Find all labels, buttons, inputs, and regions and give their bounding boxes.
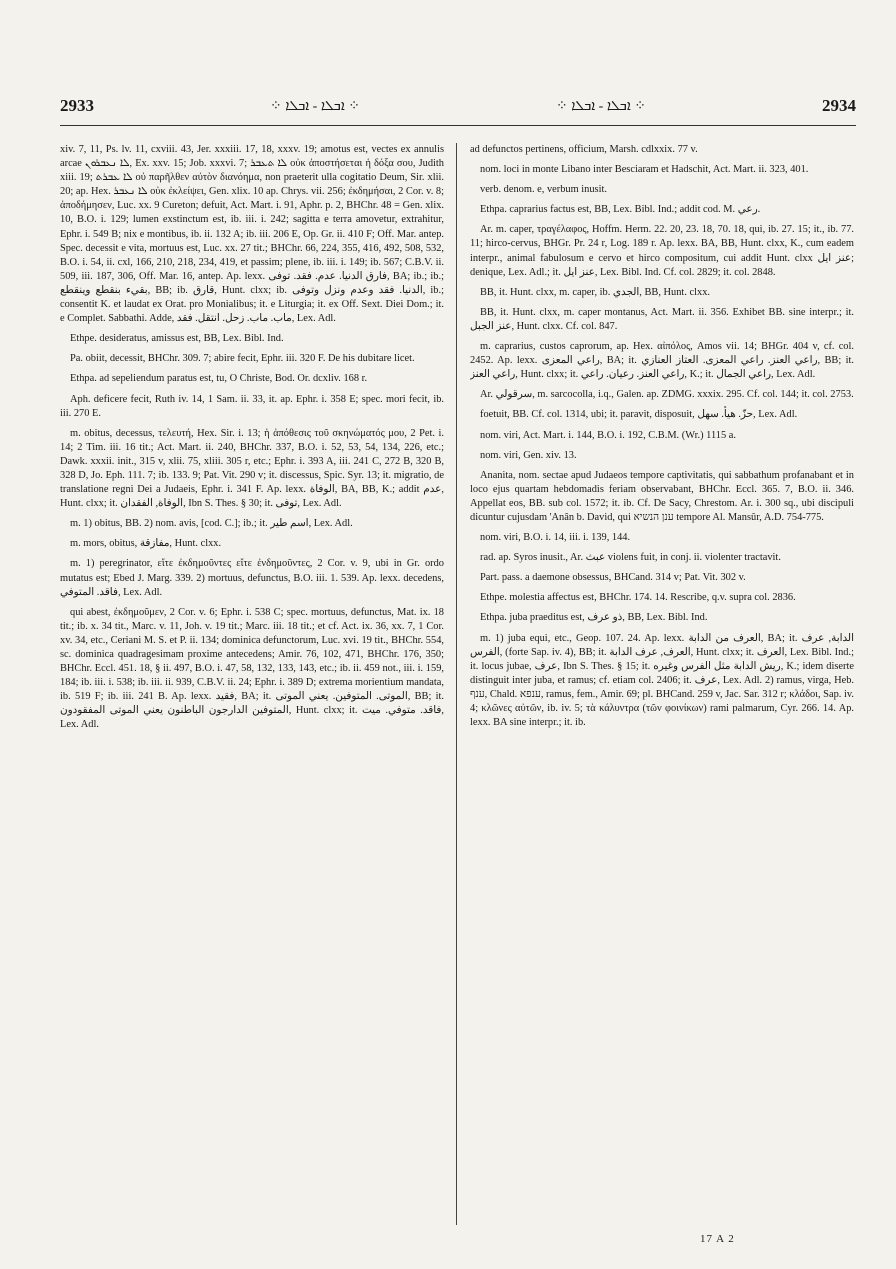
dictionary-entry: Ethpe. desideratus, amissus est, BB, Lex. Bibl. Ind. — [70, 333, 284, 345]
dictionary-entry: nom. loci in monte Libano inter Besciaram et Hadschit, Act. Mart. ii. 323, 401. — [480, 164, 809, 176]
dictionary-entry: m. obitus, decessus, τελευτή, Hex. Sir. i. 13; ἡ ἀπόθεσις τοῦ σκηνώματός μου, 2 Pet. i. 14; 2 Tim. iii. 16 tit.; Act. Mart. ii. 240, BHChr. 337, B.O. i. 52, 53, 54, 134, 226, etc.; Dawk. xxxii. init., 315 v, xlii. 75, xliii. 305 r, etc.; Ephr. i. 393 A, iii. 241 C, 272 B, 320 B, 328 D, Jo. Eph. 111. 7; ib. 133. 9; Pat. Vit. 290 v; it. discessus, Spic. Syr. 13; it. migratio, de translatione regni Dei a Judaeis, Ephr. i. 341 F. Ap. lexx. الوفاة, BA, BB, K.; addit عدم, Hunt. clxx; it. الوفاة, الفقدان, Ibn S. Thes. § 30; it. توفى, Lex. Adl. — [60, 427, 444, 510]
dictionary-entry: m. 1) obitus, BB. 2) nom. avis, [cod. C.]; ib.; it. اسم طير, Lex. Adl. — [70, 518, 353, 530]
dictionary-entry: Aph. deficere fecit, Ruth iv. 14, 1 Sam. ii. 33, it. ap. Ephr. i. 358 E; spec. mori fecit, ib. iii. 270 E. — [60, 393, 444, 419]
left-column — [60, 143, 444, 1233]
right-column — [470, 143, 854, 1233]
dictionary-entry: BB, it. Hunt. clxx, m. caper montanus, Act. Mart. ii. 356. Exhibet BB. sine interpr.; it. عنز الجبل, Hunt. clxx. Cf. col. 847. — [470, 306, 854, 332]
dictionary-entry: m. caprarius, custos caprorum, ap. Hex. αἰπόλος, Amos vii. 14; BHGr. 404 v, cf. col. 2452. Ap. lexx. راعي المعزى, BA; it. راعي العنز. راعي المعزى. العتاز العنازي, BB; it. راعي العنز, Hunt. clxx; it. راعي العنز. رعيان. راعي, K.; it. راعي الجمال, Lex. Adl. — [470, 341, 854, 381]
dictionary-entry: Ar. سرقولي, m. sarcocolla, i.q., Galen. ap. ZDMG. xxxix. 295. Cf. col. 144; it. col. 2753. — [480, 389, 854, 401]
dictionary-entry: Part. pass. a daemone obsessus, BHCand. 314 v; Pat. Vit. 302 v. — [480, 572, 746, 584]
dictionary-entry: verb. denom. e, verbum inusit. — [480, 184, 607, 196]
dictionary-entry: nom. viri, B.O. i. 14, iii. i. 139, 144. — [480, 532, 631, 544]
dictionary-entry: qui abest, ἐκδημοῦμεν, 2 Cor. v. 6; Ephr. i. 538 C; spec. mortuus, defunctus, Mat. ix. 18 tit.; ib. x. 34 tit., Marc. v. 11, Joh. v. 19 tit.; Marc. iii. 18 tit.; et cf. Act. ix. 36, xx. 7, 1 Cor. xv. 34, etc., Ceriani M. S. et P. ii. 134; dominica defunctorum, Luc. xvi. 19 tit., BHChr. 554, sc. dominica quadragesimam proxime antecedens; Amir. 76, 102, 471, BHChr. 176, 350; BHChr. Eccl. 451. 18, § ii. 497, B.O. i. 47, 58, 132, 133, 143, etc.; ib. ii. 459 not., iii. i. 159, 184; ib. iii. i. 538; ib. iii. ii. 939, C.B.V. ii. 24; Ephr. i. 389 D; extrema morientium mandata, ib. 519 F; ib. iii. 241 B. Ap. lexx. فقيد, BA; it. الموتى. المتوفين. يعني الموتى, BB; it. المتوفين الدارجون الباطنون يعني الموتى المفقودون, Hunt. clxx; it. فاقد. متوفي. ميت, Lex. Adl. — [60, 606, 444, 731]
dictionary-entry: m. 1) juba equi, etc., Geop. 107. 24. Ap. lexx. العرف من الدابة, BA; it. الدابة, عرف الفرس, (forte Sap. iv. 4), BB; it. العرف, عرف الدابة, Hunt. clxx; it. العرف, Lex. Bibl. Ind.; it. locus jubae, عرف, Ibn S. Thes. § 15; it. ريش الدابة مثل الفرس وغيره, K.; idem diserte distinguit inter juba, et ramus; cf. etiam col. 2406; it. عرف, Lex. Adl. 2) ramus, virga, Heb. ענף, Chald. ענפא, ramus, fem., Amir. 69; pl. BHCand. 259 v, Jac. Sar. 312 r; κλάδοι, Sap. iv. 4; κλῶνες αὐτῶν, ib. iv. 5; τὰ κάλυντρα (τῶν φοινίκων) rami palmarum, Cyr. 266. 14. Ap. lexx. BA sine interpr.; it. ib. — [470, 632, 854, 729]
dictionary-entry: m. mors, obitus, مفازقة, Hunt. clxx. — [70, 538, 222, 550]
dictionary-entry: nom. viri, Act. Mart. i. 144, B.O. i. 192, C.B.M. (Wr.) 1115 a. — [480, 429, 736, 441]
dictionary-entry: Ananita, nom. sectae apud Judaeos tempore captivitatis, qui sabbathum profanabant et in loco ejus quartam hebdomadis feriam observabant, BHChr. Eccl. 365. 7, B.O. ii. 346. Appellat eos, BB. sub col. 1572; it. ib. Cf. De Sacy, Chrestom. Ar. i. 300 sq., ubi discipuli dicuntur cujusdam 'Anân b. David, qui ענן הנשיא tempore Al. Mansûr, A.D. 754-775. — [470, 469, 854, 523]
dictionary-entry: Ethpa. juba praeditus est, ذو عرف, BB, Lex. Bibl. Ind. — [480, 612, 708, 624]
dictionary-entry: Ar. m. caper, τραγέλαφος, Hoffm. Herm. 22. 20, 23. 18, 70. 18, qui, ib. 27. 15; it., ib. 77. 11; hirco-cervus, BHGr. Pr. 24 r, Log. 189 r. Ap. lexx. BA, BB, Hunt. clxx, K., cum eadem interpr., animal fabulosum e cervo et hirco compositum, cui addit Hunt. clxx عنز ايل; denique, Lex. Adl.; it. عنز ايل, Lex. Bibl. Ind. Cf. col. 2829; it. col. 2848. — [470, 224, 854, 278]
running-head-right: ⁘ ܐܒܠܐ - ܐܒܠܐ ⁘ — [555, 99, 646, 114]
column-divider — [456, 143, 457, 1225]
running-head-left: ⁘ ܐܒܠܐ - ܐܒܠܐ ⁘ — [270, 99, 361, 114]
dictionary-entry: Ethpa. ad sepeliendum paratus est, tu, O Christe, Bod. Or. dcxliv. 168 r. — [70, 373, 368, 385]
dictionary-entry: xiv. 7, 11, Ps. lv. 11, cxviii. 43, Jer. xxxiii. 17, 18, xxxv. 19; amotus est, vectes ex annulis arcae ܠܐ ܢܥܒܪܘܢ, Ex. xxv. 15; Job. xxxvi. 7; ܠܐ ܬܥܒܪ οὐκ ἀποστήσεται ἡ δόξα σου, Judith xiii. 19; ܠܐ ܥܒܪܬ οὐ παρῆλθεν αὐτὸν διανόημα, non praeterit ulla cogitatio Deum, Sir. xlii. 20; ap. Hex. ܠܐ ܢܥܒܪ οὐκ ἐκλείψει, Gen. xlix. 10 ap. Chrys. vii. 256; ἐκδημήσαι, 2 Cor. v. 8; ἀποδήμησεν, Luc. xx. 9 Cureton; defuit, Act. Mart. i. 91, Aphr. p. 2, BHChr. 48 = Gen. xlix. 10, B.O. i. 129; lumen exstinctum est, ib. iii. i. 242; sagitta e terra amovetur, extrahitur, Ephr. i. 549 B; nix e montibus, ib. ii. 132 A; ib. iii. 206 E, Op. Gr. ii. 410 F; Off. Mar. antep. Spec. decessit e vita, mortuus est, Luc. xx. 27 tit.; BHChr. 66, 224, 355, 416, 492, 508, 532, B.O. i. 54, ii. cxl, 166, 210, 218, 234, 419, et passim; plene, ib. iii. i. 149; ib. 567; C.B.V. ii. 509, iii. 187, 306, Off. Mar. 16, antep. Ap. lexx. فارق الدنيا. عدم. فقد. توفى, BA; ib.; ib.; بقيء بنقطع وينقطع, BB; ib. قارق, Hunt. clxx; ib. الدنيا. فقد وعدم ونزل وتوفى, ib.; consentit K. et laudat ex Orat. pro Monialibus; it. e Liturgia; it. ex Off. Sext. Diei Dom.; it. e Complet. Sabbathi. Adde, ماب. ماب. زحل. انتقل. فقد, Lex. Adl. — [60, 144, 444, 325]
dictionary-entry: rad. ap. Syros inusit., Ar. عبث violens fuit, in conj. ii. violenter tractavit. — [480, 552, 781, 564]
dictionary-entry: Ethpe. molestia affectus est, BHChr. 174. 14. Rescribe, q.v. supra col. 2836. — [480, 592, 796, 604]
header-rule — [60, 125, 856, 126]
dictionary-entry: foetuit, BB. Cf. col. 1314, ubi; it. paravit, disposuit, حزّ. هيأ. سهل, Lex. Adl. — [480, 409, 798, 421]
dictionary-entry: m. 1) peregrinator, εἴτε ἐκδημοῦντες εἴτε ἐνδημοῦντες, 2 Cor. v. 9, ubi in Gr. ordo mutatus est; Ebed J. Marg. 339. 2) mortuus, defunctus, B.O. iii. 1. 539. Ap. lexx. decedens, فاقد. المتوفي, Lex. Adl. — [60, 558, 444, 598]
page-number-left: 2933 — [60, 96, 94, 115]
page-number-right: 2934 — [822, 96, 856, 115]
dictionary-entry: nom. viri, Gen. xiv. 13. — [480, 449, 577, 461]
dictionary-entry: BB, it. Hunt. clxx, m. caper, ib. الجدي, BB, Hunt. clxx. — [480, 286, 710, 298]
dictionary-entry: Pa. obiit, decessit, BHChr. 309. 7; abire fecit, Ephr. iii. 320 F. De his dubitare licet. — [70, 353, 415, 365]
dictionary-entry: Ethpa. caprarius factus est, BB, Lex. Bibl. Ind.; addit cod. M. رعي. — [480, 204, 761, 216]
dictionary-entry: ad defunctos pertinens, officium, Marsh. cdlxxix. 77 v. — [470, 144, 698, 155]
signature-mark: 17 A 2 — [700, 1233, 735, 1245]
